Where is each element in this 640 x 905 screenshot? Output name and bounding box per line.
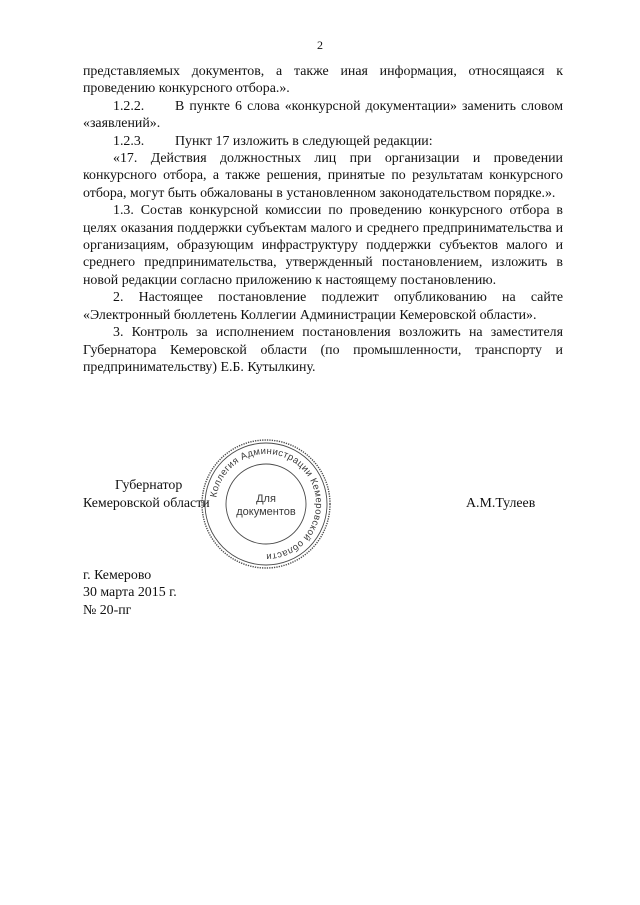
signer-name: А.М.Тулеев <box>466 496 536 511</box>
official-stamp <box>199 437 333 571</box>
stamp-center-line1: Для <box>256 493 276 505</box>
document-number: № 20-пг <box>83 602 132 618</box>
item-text: Пункт 17 изложить в следующей редакции: <box>175 133 433 149</box>
paragraph-item-1-2-2 <box>83 98 563 133</box>
signer-region: Кемеровской области <box>83 496 210 511</box>
stamp-seal-icon <box>199 437 333 571</box>
place-and-date <box>83 567 177 619</box>
document-date: 30 марта 2015 г. <box>83 585 177 601</box>
paragraph-3: 3. Контроль за исполнением постановления возложить на заместителя Губернатора Кемеровской области (по промышленности, транспорту и предпринимательству) Е.Б. Кутылкину. <box>83 325 563 375</box>
paragraph-2: 2. Настоящее постановление подлежит опубликованию на сайте «Электронный бюллетень Коллегии Администрации Кемеровской области». <box>83 290 563 323</box>
item-number: 1.2.2. <box>113 98 145 114</box>
signer-title: Губернатор <box>115 478 183 493</box>
document-body <box>83 63 563 376</box>
item-text: В пункте 6 слова «конкурсной документации» заменить словом «заявлений». <box>83 98 563 132</box>
paragraph-item-1-2-3 <box>83 133 563 150</box>
page-number: 2 <box>317 38 323 52</box>
paragraph-quote-17: «17. Действия должностных лиц при организации и проведении конкурсного отбора, а также решения, принятые по результатам конкурсного отбора, могут быть обжалованы в установленном законодательством порядке.». <box>83 151 563 201</box>
item-number: 1.2.3. <box>113 133 145 149</box>
paragraph-continuation: представляемых документов, а также иная информация, относящаяся к проведению конкурсного отбора.». <box>83 64 563 97</box>
paragraph-1-3: 1.3. Состав конкурсной комиссии по проведению конкурсного отбора в целях оказания поддержки субъектам малого и среднего предпринимательства и организациям, образующим инфраструктуру поддержки субъектов малого и среднего предпринимательства, утвержденный постановлением, изложить в новой редакции согласно приложению к настоящему постановлению. <box>83 203 563 288</box>
city: г. Кемерово <box>83 568 152 583</box>
stamp-center-line2: документов <box>236 506 296 518</box>
stamp-ring-text: Коллегия Администрации Кемеровской области <box>208 445 325 563</box>
